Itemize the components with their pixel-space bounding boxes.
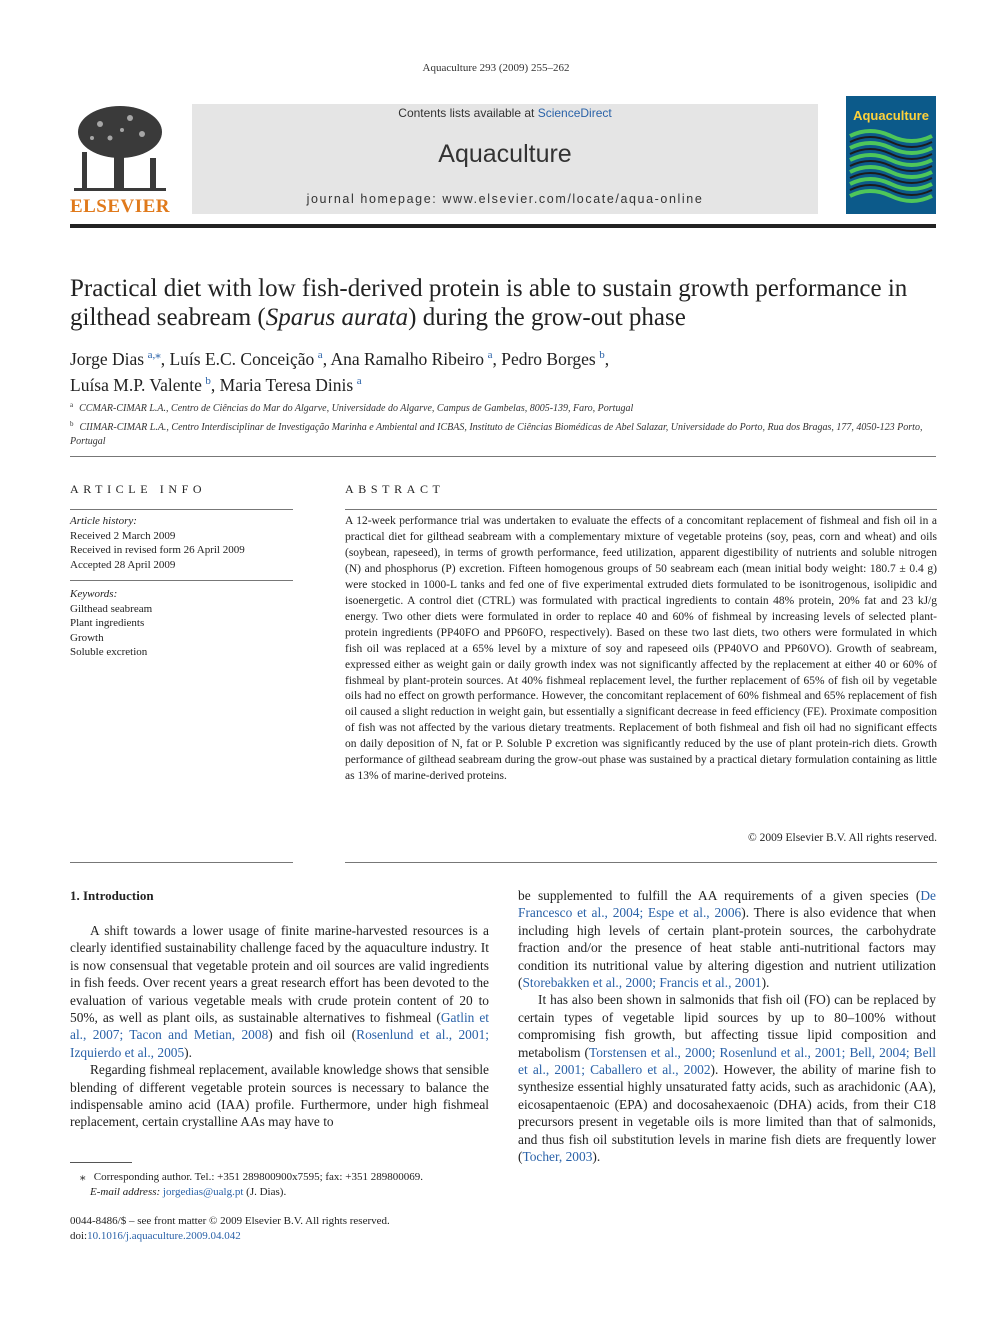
keywords-label: Keywords:: [70, 588, 118, 600]
affiliations: [70, 398, 938, 450]
author-list: Jorge Dias $^{a,⁎}$, Luís E.C. Conceição $^a$, Ana Ramalho Ribeiro $^a$, Pedro Borges $^b$, Luísa M.P. Valente $^b$, Maria Teresa Dinis $^a$: [70, 349, 610, 395]
article-info-heading: ARTICLE INFO: [70, 482, 207, 496]
footnote-rule: [70, 1162, 132, 1163]
doi-link[interactable]: 10.1016/j.aquaculture.2009.04.042: [87, 1230, 241, 1242]
cover-title: Aquaculture: [853, 108, 929, 123]
journal-citation: Aquaculture 293 (2009) 255–262: [422, 62, 570, 74]
author[interactable]: Luís E.C. Conceição $^a$: [169, 349, 323, 369]
abstract-text: A 12-week performance trial was undertaken to evaluate the effects of a concomitant replacement of fishmeal and fish oil in a practical diet for gilthead seabream with a complementary mixture of vegetable proteins (soy, peas, corn and wheat) and oils (soybean, rapeseed), in terms of growth performance, feed utilization, apparent digestibility of nutrients and soluble nitrogen (N) and phosphorus (P) excretion. Fifteen homogenous groups of 50 seabream each (mean initial body weight: 180.7 ± 0.4 g) were stocked in 1000-L tanks and fed one of five experimental extruded diets formulated to be isonitrogenous, isolipidic and isoenergetic. A control diet (CTRL) was formulated with practical ingredients to contain 48% protein, 20% fat and 23 kJ/g energy. Two other diets were formulated in order to replace 40 and 60% of fishmeal by increasing levels of selected plant-protein ingredients (PP40FO and PP60FO, respectively). Based on these two last diets, two others were formulated in which fish oil was replaced at a 65% level by a mixture of soy and rapeseed oils (PP40VO and PP60VO). Growth of seabream, expressed either as weight gain or daily growth index was not significantly affected by the replacement at either 40 or 60% of fishmeal by plant-protein sources. At 40% fishmeal replacement level, the further replacement of 65% of fish oil by vegetable oils had no effect on growth performance. However, the concomitant replacement of 60% fishmeal and 65% replacement of fish oil caused a slight reduction in weight gain, but essentially a significant decrease in feed efficiency (FE). Proximate composition of fish was not affected by the various dietary treatments. Replacement of both fishmeal and fish oil had no significant effects on daily deposition of N, fat or P. Soluble P excretion was significantly reduced by the use of plant protein-rich diets. Growth performance of gilthead seabream during the grow-out phase was sustained by a practical dietary formulation containing as little as 13% of marine-derived proteins.: [345, 515, 937, 783]
header-rule: [70, 224, 936, 228]
corresponding-author-footnote: ⁎ Corresponding author. Tel.: +351 289800900x7595; fax: +351 289800069. E-mail address: jorgedias@ualg.pt (J. Dias).: [80, 1171, 423, 1198]
affiliation-b: $^b$ CIIMAR-CIMAR L.A., Centro Interdisciplinar de Investigação Marinha e Ambiental and ICBAS, Instituto de Ciências Biomédicas de Abel Salazar, Universidade do Porto, Rua dos Bragas, 177, 4050-123 Porto, Portugal: [70, 419, 923, 447]
received-date: Received 2 March 2009: [70, 529, 176, 542]
paragraph: Regarding fishmeal replacement, available knowledge shows that sensible blending of different vegetable protein sources is necessary to balance the indispensable amino acid (IAA) profile. Furthermore, under high fishmeal replacement, certain crystalline AAs may have to: [70, 1062, 489, 1130]
journal-name: Aquaculture: [438, 140, 572, 168]
keyword: Plant ingredients: [70, 617, 145, 629]
abstract-rule: [345, 509, 937, 510]
introduction-heading: 1. Introduction: [70, 888, 154, 903]
citation-link[interactable]: Torstensen et al., 2000; Rosenlund et al., 2001; Bell, 2004; Bell et al., 2001; Caballero et al., 2002: [518, 1044, 936, 1078]
author[interactable]: Pedro Borges $^b$: [501, 349, 605, 369]
citation-link[interactable]: Gatlin et al., 2007; Tacon and Metian, 2008: [70, 1010, 490, 1043]
title-text-1: Practical diet with low fish-derived protein is able to sustain growth performance in gilthead seabream (: [70, 275, 908, 331]
journal-cover-thumbnail: [846, 96, 936, 214]
title-species: Sparus aurata: [265, 304, 409, 331]
citation-link[interactable]: Storebakken et al., 2000; Francis et al., 2001: [522, 975, 762, 991]
history-label: Article history:: [70, 515, 137, 527]
article-info: [70, 514, 293, 660]
paragraph: be supplemented to fulfill the AA requirements of a given species (De Francesco et al., 2004; Espe et al., 2006). There is also evidence that when including high levels of certain plant-protein sources, the carbohydrate fraction and/or the presence of heat stable anti-nutritional factors may condition its nutritional value by altering digestion and nutrient utilization (Storebakken et al., 2000; Francis et al., 2001).: [518, 888, 936, 991]
citation-link[interactable]: Tocher, 2003: [522, 1149, 593, 1165]
email-link[interactable]: jorgedias@ualg.pt: [162, 1186, 244, 1198]
abstract-bottom-rule: [345, 862, 937, 863]
sciencedirect-link[interactable]: ScienceDirect: [537, 106, 612, 120]
article-info-rule: [70, 509, 293, 510]
contents-prefix: Contents lists available at: [398, 106, 538, 120]
abstract-heading: ABSTRACT: [345, 482, 445, 496]
affiliation-a: $^a$ CCMAR-CIMAR L.A., Centro de Ciências do Mar do Algarve, Universidade do Algarve, Campus de Gambelas, 8005-139, Faro, Portugal: [70, 401, 634, 414]
author[interactable]: Jorge Dias $^{a,⁎}$: [70, 349, 161, 369]
body-column-right: [518, 887, 936, 1166]
copyright: © 2009 Elsevier B.V. All rights reserved.: [748, 832, 937, 844]
citation-link[interactable]: De Francesco et al., 2004; Espe et al., 2006: [518, 888, 936, 921]
citation-link[interactable]: Rosenlund et al., 2001; Izquierdo et al., 2005: [70, 1027, 489, 1060]
paragraph: A shift towards a lower usage of finite marine-harvested resources is a clearly identified sustainability challenge faced by the aquaculture industry. It is now consensual that vegetable protein and oil sources are valid ingredients in fish feeds. Over recent years a great research effort has been devoted to the evaluation of various vegetable meals with crude protein content of 20 to 50%, as well as plant oils, as sustainable alternatives to fishmeal (Gatlin et al., 2007; Tacon and Metian, 2008) and fish oil (Rosenlund et al., 2001; Izquierdo et al., 2005).: [70, 923, 490, 1060]
keyword: Soluble excretion: [70, 646, 148, 658]
affiliation-rule: [70, 456, 936, 457]
left-bottom-rule: [70, 862, 293, 863]
issn-line: 0044-8486/$ – see front matter © 2009 Elsevier B.V. All rights reserved.: [70, 1215, 390, 1227]
journal-homepage[interactable]: journal homepage: www.elsevier.com/locate/aqua-online: [306, 192, 704, 206]
title-text-2: ) during the grow-out phase: [408, 304, 686, 331]
article-title: [70, 274, 940, 332]
elsevier-wordmark: ELSEVIER: [69, 196, 171, 217]
contents-line: [192, 106, 818, 120]
author[interactable]: Luísa M.P. Valente $^b$: [70, 375, 211, 395]
keywords-rule: [70, 580, 293, 581]
author[interactable]: Maria Teresa Dinis $^a$: [219, 375, 362, 395]
body-column-left: [70, 922, 489, 1131]
revised-date: Received in revised form 26 April 2009: [70, 544, 245, 556]
paragraph: It has also been shown in salmonids that fish oil (FO) can be replaced by certain types of vegetable lipid sources by up to 80–100% without compromising fish growth, but affecting tissue lipid composition and metabolism (Torstensen et al., 2000; Rosenlund et al., 2001; Bell, 2004; Bell et al., 2001; Caballero et al., 2002). However, the ability of marine fish to synthesize essential highly unsaturated fatty acids, such as arachidonic (AA), eicosapentaenoic (EPA) and docosahexaenoic (DHA) acids, from their C18 precursors present in vegetable oils is more limited than that of salmonids, and thus fish oil substitution levels in marine fish diets are frequently lower (Tocher, 2003).: [518, 992, 936, 1165]
keyword: Growth: [70, 631, 104, 644]
keyword: Gilthead seabream: [70, 602, 153, 615]
page-footer: 0044-8486/$ – see front matter © 2009 Elsevier B.V. All rights reserved. doi:10.1016/j.aquaculture.2009.04.042: [70, 1214, 490, 1244]
author[interactable]: Ana Ramalho Ribeiro $^a$: [330, 349, 493, 369]
accepted-date: Accepted 28 April 2009: [70, 558, 176, 571]
